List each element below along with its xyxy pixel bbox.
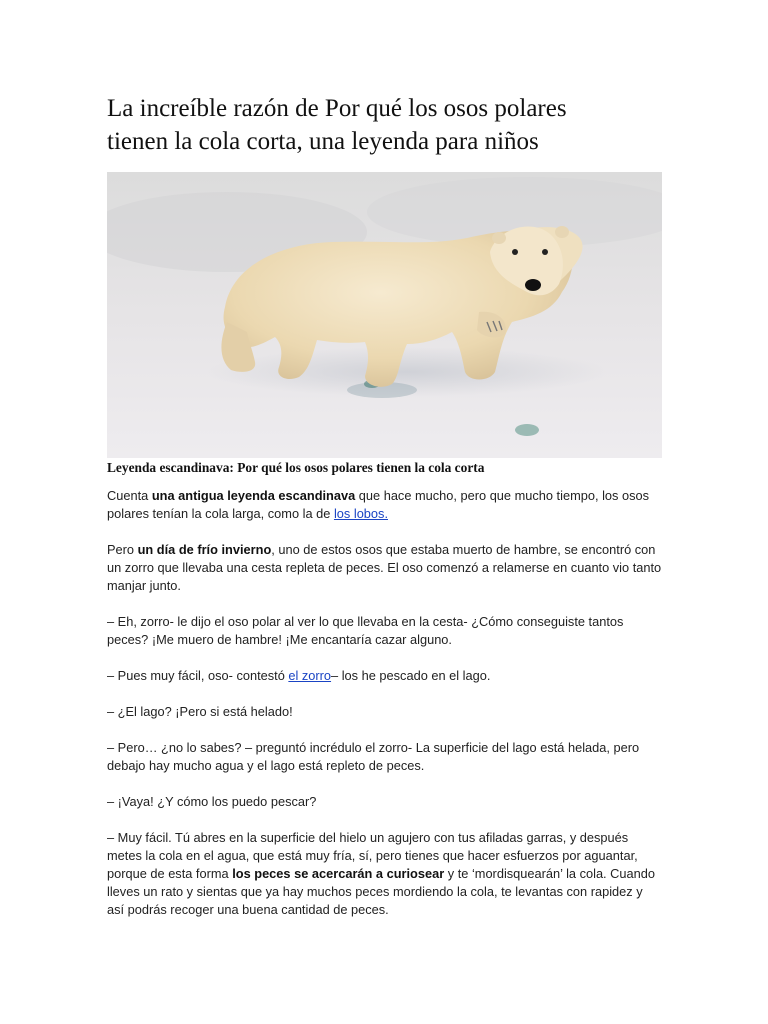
link-los-lobos[interactable]: los lobos. <box>333 506 388 521</box>
title-line-1: La increíble razón de Por qué los osos polares <box>107 95 567 122</box>
paragraph-6: – Pero… ¿no lo sabes? – preguntó incrédulo el zorro- La superficie del lago está helada, pero debajo hay mucho agua y el lago está repleto de peces. <box>107 740 640 773</box>
emphasis-legend: una antigua leyenda escandinava <box>151 488 356 503</box>
paragraph-1: Cuenta una antigua leyenda escandinava que hace mucho, pero que mucho tiempo, los osos polares tenían la cola larga, como la de los lobos. <box>107 488 650 521</box>
paragraph-2: Pero un día de frío invierno, uno de estos osos que estaba muerto de hambre, se encontró con un zorro que llevaba una cesta repleta de peces. El oso comenzó a relamerse en cuanto vio tanto manjar junto. <box>107 542 662 593</box>
polar-bear-photo <box>107 172 662 458</box>
link-el-zorro[interactable]: el zorro <box>288 668 332 683</box>
article-body <box>107 487 663 937</box>
emphasis-winter-day: un día de frío invierno <box>137 542 272 557</box>
photo-caption: Leyenda escandinava: Por qué los osos polares tienen la cola corta <box>107 460 485 475</box>
article-title <box>107 92 667 158</box>
paragraph-8: – Muy fácil. Tú abres en la superficie del hielo un agujero con tus afiladas garras, y después metes la cola en el agua, que está muy fría, sí, pero tienes que hacer esfuerzos por aguantar, porque de esta forma los peces se acercarán a curiosear y te ‘mordisquearán’ la cola. Cuando lleves un rato y sientas que ya hay muchos peces mordiendo la cola, te levantas con rapidez y así podrás recoger una buena cantidad de peces. <box>107 830 655 917</box>
paragraph-7: – ¡Vaya! ¿Y cómo los puedo pescar? <box>107 794 317 809</box>
emphasis-fish: los peces se acercarán a curiosear <box>232 866 445 881</box>
paragraph-4: – Pues muy fácil, oso- contestó el zorro– los he pescado en el lago. <box>107 668 491 683</box>
paragraph-3: – Eh, zorro- le dijo el oso polar al ver lo que llevaba en la cesta- ¿Cómo conseguiste tantos peces? ¡Me muero de hambre! ¡Me encantaría cazar alguno. <box>107 614 624 647</box>
title-line-2: tienen la cola corta, una leyenda para niños <box>107 128 539 155</box>
paragraph-5: – ¿El lago? ¡Pero si está helado! <box>107 704 293 719</box>
